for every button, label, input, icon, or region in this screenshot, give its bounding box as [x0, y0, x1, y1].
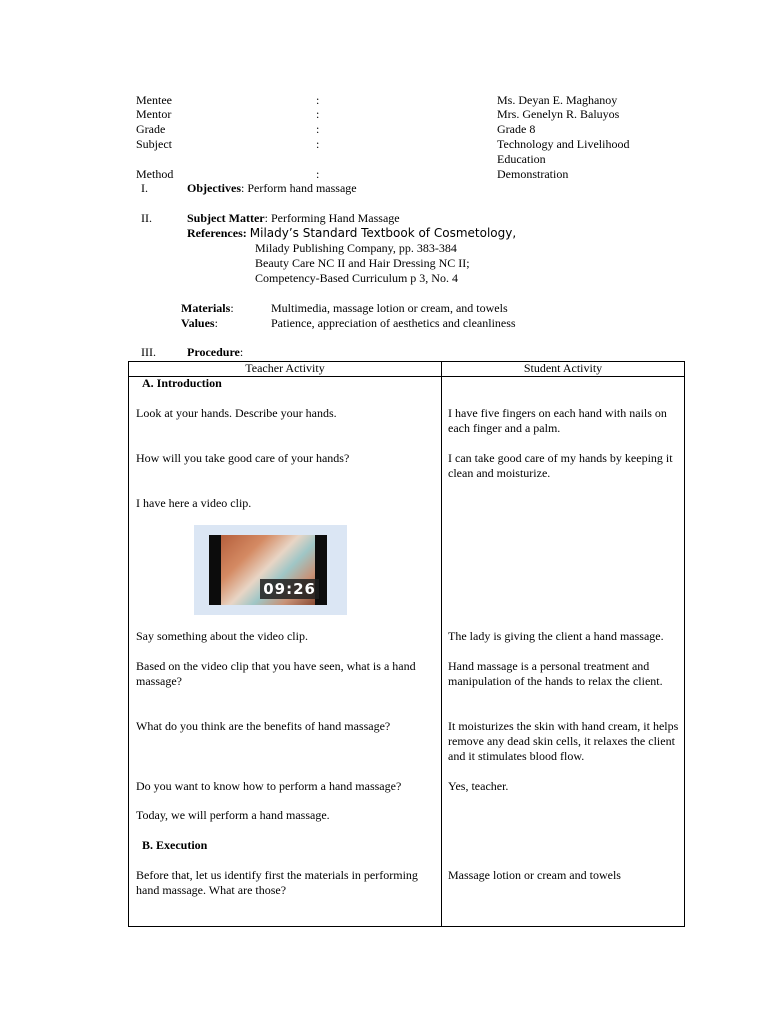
- subject-matter-line: [187, 211, 400, 225]
- teacher-cell: Before that, let us identify first the materials in performing hand massage. What are those?: [136, 868, 418, 897]
- section-execution: B. Execution: [142, 838, 208, 852]
- student-cell: The lady is giving the client a hand massage.: [448, 629, 664, 643]
- teacher-cell: Based on the video clip that you have seen, what is a hand massage?: [136, 659, 416, 688]
- mentee-label: Mentee: [136, 93, 172, 107]
- procedure-line: [187, 345, 243, 359]
- mentor-colon: :: [316, 107, 320, 121]
- student-cell: I can take good care of my hands by keeping it clean and moisturize.: [448, 451, 673, 480]
- subject-colon: :: [316, 137, 320, 151]
- subject-value: Technology and Livelihood: [497, 137, 630, 151]
- values-label: Values: [181, 316, 215, 330]
- video-thumbnail[interactable]: [194, 525, 347, 615]
- teacher-cell: I have here a video clip.: [136, 496, 252, 510]
- student-cell: Yes, teacher.: [448, 779, 509, 793]
- mentor-value: Mrs. Genelyn R. Baluyos: [497, 107, 620, 121]
- student-activity-header: Student Activity: [523, 361, 603, 375]
- subject-label: Subject: [136, 137, 172, 151]
- student-cell: I have five fingers on each hand with nails on each finger and a palm.: [448, 406, 667, 435]
- student-cell: Massage lotion or cream and towels: [448, 868, 621, 882]
- teacher-cell: Today, we will perform a hand massage.: [136, 808, 330, 822]
- procedure-label: Procedure: [187, 345, 240, 359]
- reference-item: Milady Publishing Company, pp. 383-384: [255, 241, 457, 255]
- teacher-cell: What do you think are the benefits of hand massage?: [136, 719, 391, 733]
- mentee-colon: :: [316, 93, 320, 107]
- teacher-activity-header: Teacher Activity: [245, 361, 325, 375]
- grade-value: Grade 8: [497, 122, 536, 136]
- objectives-text: : Perform hand massage: [240, 181, 357, 195]
- video-frame: [209, 535, 327, 605]
- objectives-label: Objectives: [187, 181, 241, 195]
- student-cell: Hand massage is a personal treatment and manipulation of the hands to relax the client.: [448, 659, 663, 688]
- mentee-value: Ms. Deyan E. Maghanoy: [497, 93, 618, 107]
- grade-colon: :: [316, 122, 320, 136]
- method-value: Demonstration: [497, 167, 569, 181]
- references-first: Milady’s Standard Textbook of Cosmetology,: [249, 226, 517, 240]
- materials-line: [181, 301, 234, 315]
- reference-item: Competency-Based Curriculum p 3, No. 4: [255, 271, 458, 285]
- materials-value: Multimedia, massage lotion or cream, and towels: [271, 301, 508, 315]
- procedure-colon: :: [239, 345, 244, 359]
- teacher-cell: Say something about the video clip.: [136, 629, 308, 643]
- materials-label: Materials: [181, 301, 231, 315]
- student-cell: It moisturizes the skin with hand cream, it helps remove any dead skin cells, it relaxes the client and it stimulates blood flow.: [448, 719, 679, 763]
- materials-colon: :: [230, 301, 234, 315]
- procedure-numeral: III.: [141, 345, 156, 359]
- teacher-cell: Do you want to know how to perform a hand massage?: [136, 779, 402, 793]
- values-colon: :: [214, 316, 218, 330]
- method-colon: :: [316, 167, 320, 181]
- reference-item: Beauty Care NC II and Hair Dressing NC II;: [255, 256, 470, 270]
- subject-value-cont: Education: [497, 152, 546, 166]
- method-label: Method: [136, 167, 174, 181]
- objectives-line: [187, 181, 357, 195]
- subject-matter-label: Subject Matter: [187, 211, 265, 225]
- section-introduction: A. Introduction: [142, 376, 222, 390]
- subject-matter-numeral: II.: [141, 211, 152, 225]
- values-line: [181, 316, 218, 330]
- values-value: Patience, appreciation of aesthetics and cleanliness: [271, 316, 516, 330]
- procedure-table: [128, 361, 685, 927]
- column-divider: [441, 362, 442, 926]
- teacher-cell: Look at your hands. Describe your hands.: [136, 406, 337, 420]
- grade-label: Grade: [136, 122, 166, 136]
- references-label: References:: [187, 226, 247, 240]
- teacher-cell: How will you take good care of your hands?: [136, 451, 350, 465]
- references-line: [187, 226, 516, 240]
- objectives-numeral: I.: [141, 181, 148, 195]
- subject-matter-text: : Performing Hand Massage: [264, 211, 400, 225]
- mentor-label: Mentor: [136, 107, 172, 121]
- video-duration: 09:26: [260, 579, 319, 599]
